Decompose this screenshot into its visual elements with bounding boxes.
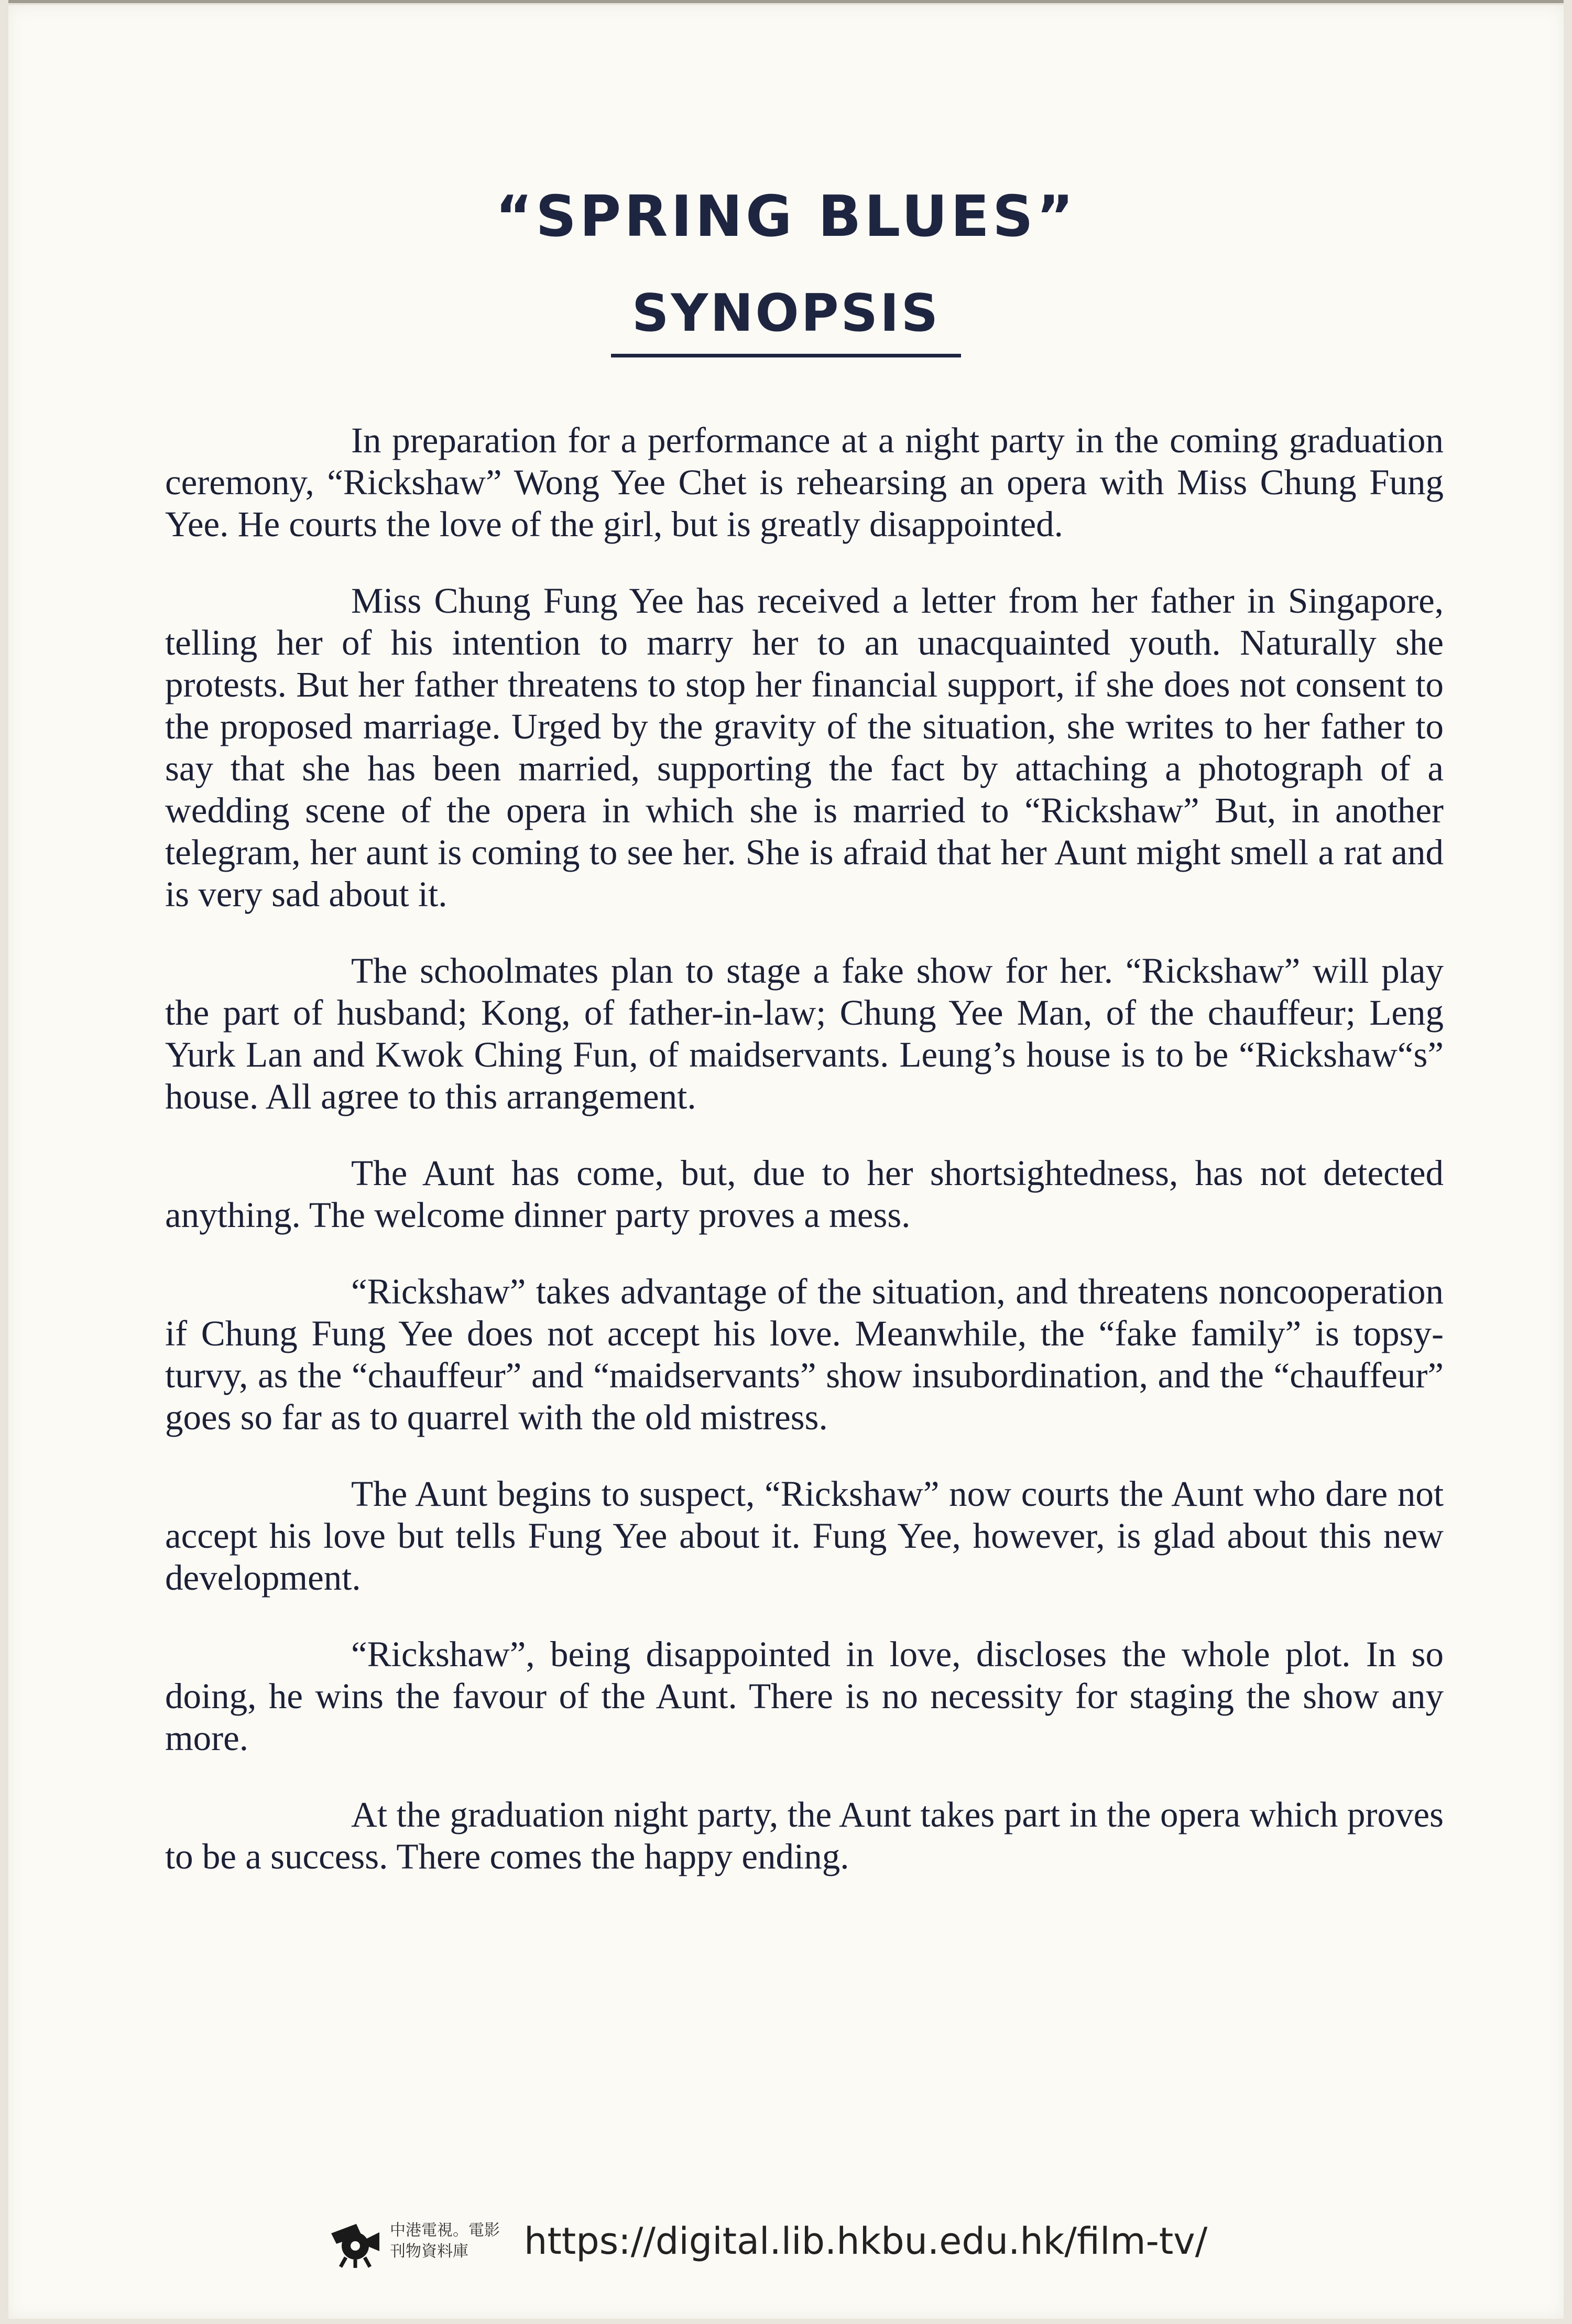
synopsis-body <box>165 419 1444 1912</box>
document-title: “SPRING BLUES” <box>495 184 1077 249</box>
synopsis-paragraph: The Aunt has come, but, due to her shortsightedness, has not detected anything. The welcome dinner party proves a mess. <box>165 1153 1444 1235</box>
synopsis-paragraph: “Rickshaw” takes advantage of the situation, and threatens noncooperation if Chung Fung Yee does not accept his love. Meanwhile, the “fake family” is topsy-turvy, as the “chauffeur” and “maidservants” show insubordination, and the “chauffeur” goes so far as to quarrel with the old mistress. <box>165 1272 1444 1437</box>
footer <box>325 2210 1207 2273</box>
synopsis-paragraph: “Rickshaw”, being disappointed in love, discloses the whole plot. In so doing, he wins the favour of the Aunt. There is no necessity for staging the show any more. <box>165 1634 1444 1758</box>
archive-logo-line: 中港電視。電影 <box>390 2221 500 2240</box>
archive-logo-text <box>390 2220 500 2262</box>
archive-url-link[interactable]: https://digital.lib.hkbu.edu.hk/film-tv/ <box>524 2220 1208 2263</box>
synopsis-paragraph: In preparation for a performance at a night party in the coming graduation ceremony, “Rickshaw” Wong Yee Chet is rehearsing an opera with Miss Chung Fung Yee. He courts the love of the girl, but is greatly disappointed. <box>165 420 1444 544</box>
page-top-edge <box>8 0 1564 3</box>
archive-logo-line: 刊物資料庫 <box>390 2242 468 2261</box>
synopsis-paragraph: The Aunt begins to suspect, “Rickshaw” now courts the Aunt who dare not accept his love but tells Fung Yee about it. Fung Yee, however, is glad about this new development. <box>165 1474 1444 1598</box>
document-subtitle: SYNOPSIS <box>611 286 961 357</box>
synopsis-paragraph: The schoolmates plan to stage a fake show for her. “Rickshaw” will play the part of husband; Kong, of father-in-law; Chung Yee Man, of the chauffeur; Leng Yurk Lan and Kwok Ching Fun, of maidservants. Leung’s house is to be “Rickshaw“s” house. All agree to this arrangement. <box>165 951 1444 1116</box>
synopsis-paragraph: Miss Chung Fung Yee has received a letter from her father in Singapore, telling her of his intention to marry her to an unacquainted youth. Naturally she protests. But her father threatens to stop her financial support, if she does not consent to the proposed marriage. Urged by the gravity of the situation, she writes to her father to say that she has been married, supporting the fact by attaching a photograph of a wedding scene of the opera in which she is married to “Rickshaw” But, in another telegram, her aunt is coming to see her. She is afraid that her Aunt might smell a rat and is very sad about it. <box>165 581 1444 914</box>
subtitle-container <box>0 286 1572 357</box>
camera-logo-icon <box>325 2212 383 2270</box>
synopsis-paragraph: At the graduation night party, the Aunt takes part in the opera which proves to be a success. There comes the happy ending. <box>165 1795 1444 1876</box>
